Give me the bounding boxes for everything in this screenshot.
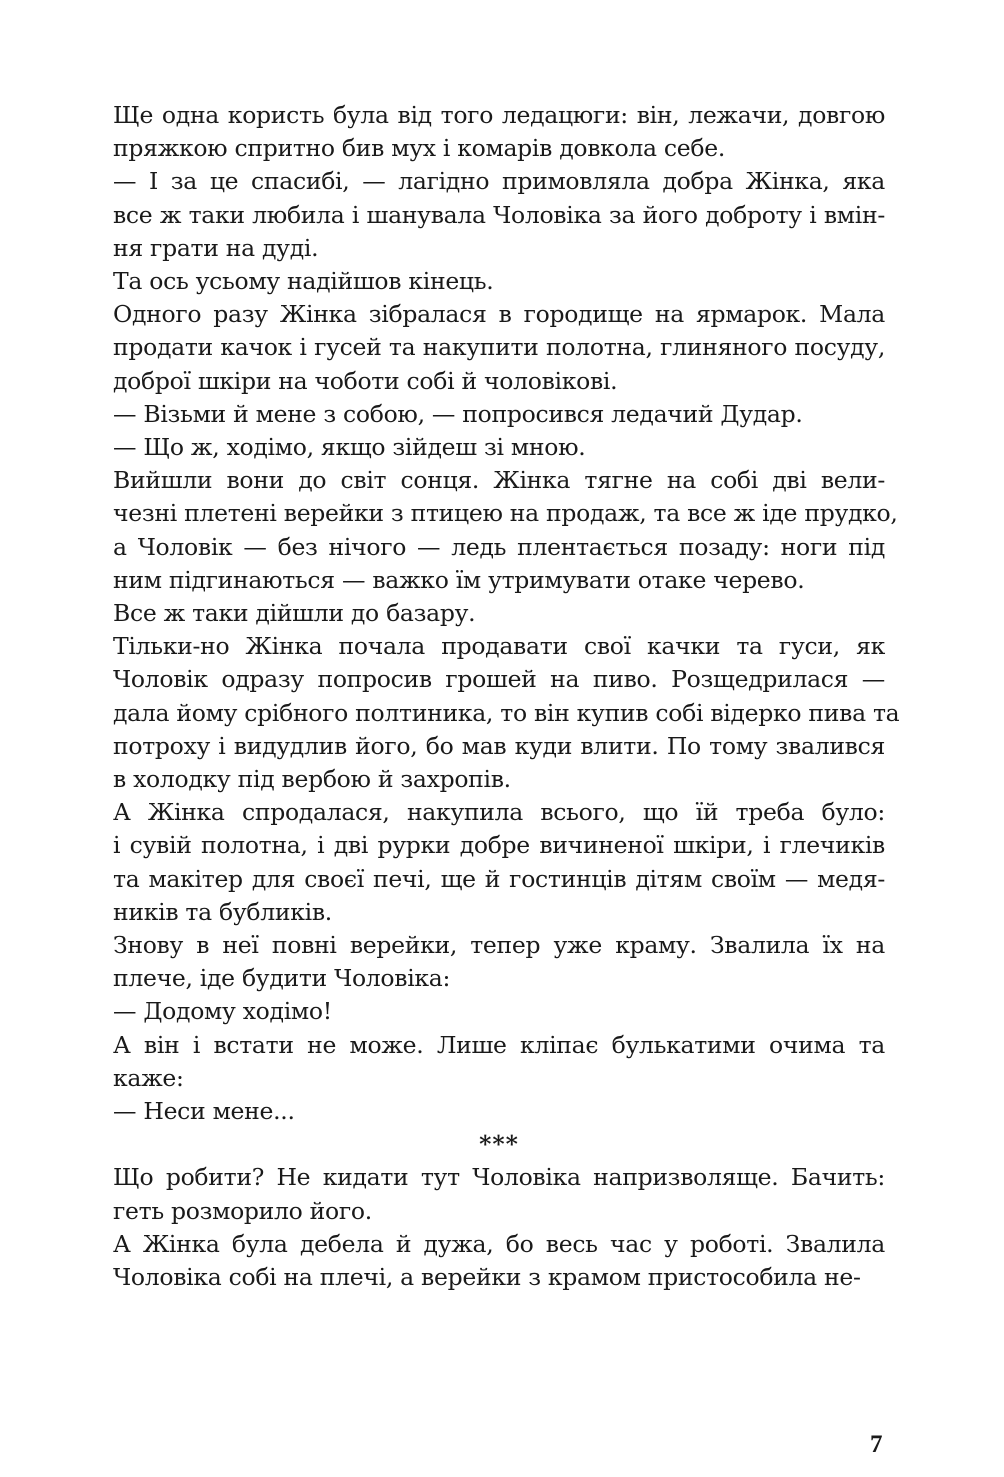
paragraph <box>113 630 900 796</box>
text-line: потроху і видудлив його, бо мав куди влити. По тому звалився <box>113 731 885 760</box>
paragraph <box>113 796 885 929</box>
text-line: Все ж таки дійшли до базару. <box>113 599 476 628</box>
paragraph <box>113 431 885 464</box>
text-line: Чоловіка собі на плечі, а верейки з крамом пристособила не- <box>113 1263 861 1292</box>
text-line: Знову в неї повні верейки, тепер уже краму. Звалила їх на <box>113 931 885 960</box>
text-block-before-separator <box>113 99 900 1128</box>
paragraph <box>113 1095 885 1128</box>
text-line: Вийшли вони до світ сонця. Жінка тягне на собі дві вели- <box>113 466 885 495</box>
text-line: — Неси мене... <box>113 1097 295 1126</box>
paragraph <box>113 929 885 995</box>
paragraph <box>113 597 885 630</box>
text-line: і сувій полотна, і дві рурки добре вичиненої шкіри, і глечиків <box>113 831 885 860</box>
story-text <box>113 99 900 1294</box>
text-line: Що робити? Не кидати тут Чоловіка напризволяще. Бачить: <box>113 1163 885 1192</box>
text-line: Тільки-но Жінка почала продавати свої качки та гуси, як <box>113 632 885 661</box>
text-line: Ще одна користь була від того ледацюги: він, лежачи, довгою <box>113 101 885 129</box>
text-line: Чоловік одразу попросив грошей на пиво. Розщедрилася — <box>113 665 885 694</box>
paragraph <box>113 1029 885 1095</box>
text-line: — І за це спасибі, — лагідно примовляла добра Жінка, яка <box>113 167 885 196</box>
paragraph <box>113 265 885 298</box>
text-line: — Візьми й мене з собою, — попросився ледачий Дудар. <box>113 399 803 428</box>
paragraph <box>113 1161 885 1227</box>
text-line: все ж таки любила і шанувала Чоловіка за його доброту і вмін- <box>113 200 885 229</box>
text-line: Та ось усьому надійшов кінець. <box>113 267 494 296</box>
text-line: А він і встати не може. Лише кліпає булькатими очима та <box>113 1030 885 1059</box>
text-block-after-separator <box>113 1161 885 1294</box>
text-line: плече, іде будити Чоловіка: <box>113 964 451 993</box>
text-line: пряжкою спритно бив мух і комарів довкола себе. <box>113 134 726 163</box>
text-line: каже: <box>113 1063 184 1092</box>
paragraph <box>113 298 885 398</box>
text-line: та макітер для своєї печі, ще й гостинців дітям своїм — медя- <box>113 864 885 893</box>
text-line: а Чоловік — без нічого — ледь плентається позаду: ноги під <box>113 532 885 561</box>
paragraph <box>113 99 885 165</box>
text-line: дала йому срібного полтиника, то він купив собі відерко пива та <box>113 698 900 727</box>
text-line: чезні плетені верейки з птицею на продаж, та все ж іде прудко, <box>113 499 898 528</box>
text-line: ників та бубликів. <box>113 897 332 926</box>
text-line: в холодку під вербою й захропів. <box>113 765 511 794</box>
text-line: доброї шкіри на чоботи собі й чоловікові. <box>113 366 618 395</box>
text-line: А Жінка спродалася, накупила всього, що їй треба було: <box>113 798 885 827</box>
text-line: продати качок і гусей та накупити полотна, глиняного посуду, <box>113 333 885 362</box>
paragraph <box>113 398 885 431</box>
paragraph <box>113 165 885 265</box>
paragraph <box>113 995 885 1028</box>
text-line: Одного разу Жінка зібралася в городище на ярмарок. Мала <box>113 300 885 329</box>
text-line: А Жінка була дебела й дужа, бо весь час у роботі. Звалила <box>113 1229 885 1258</box>
text-line: ня грати на дуді. <box>113 233 319 262</box>
text-line: ним підгинаються — важко їм утримувати отаке черево. <box>113 565 805 594</box>
paragraph <box>113 1228 885 1294</box>
paragraph <box>113 464 898 597</box>
page-number: 7 <box>870 1431 883 1458</box>
text-line: — Додому ходімо! <box>113 997 332 1026</box>
text-line: — Що ж, ходімо, якщо зійдеш зі мною. <box>113 433 586 462</box>
text-line: геть розморило його. <box>113 1196 372 1225</box>
section-separator: *** <box>479 1130 519 1159</box>
